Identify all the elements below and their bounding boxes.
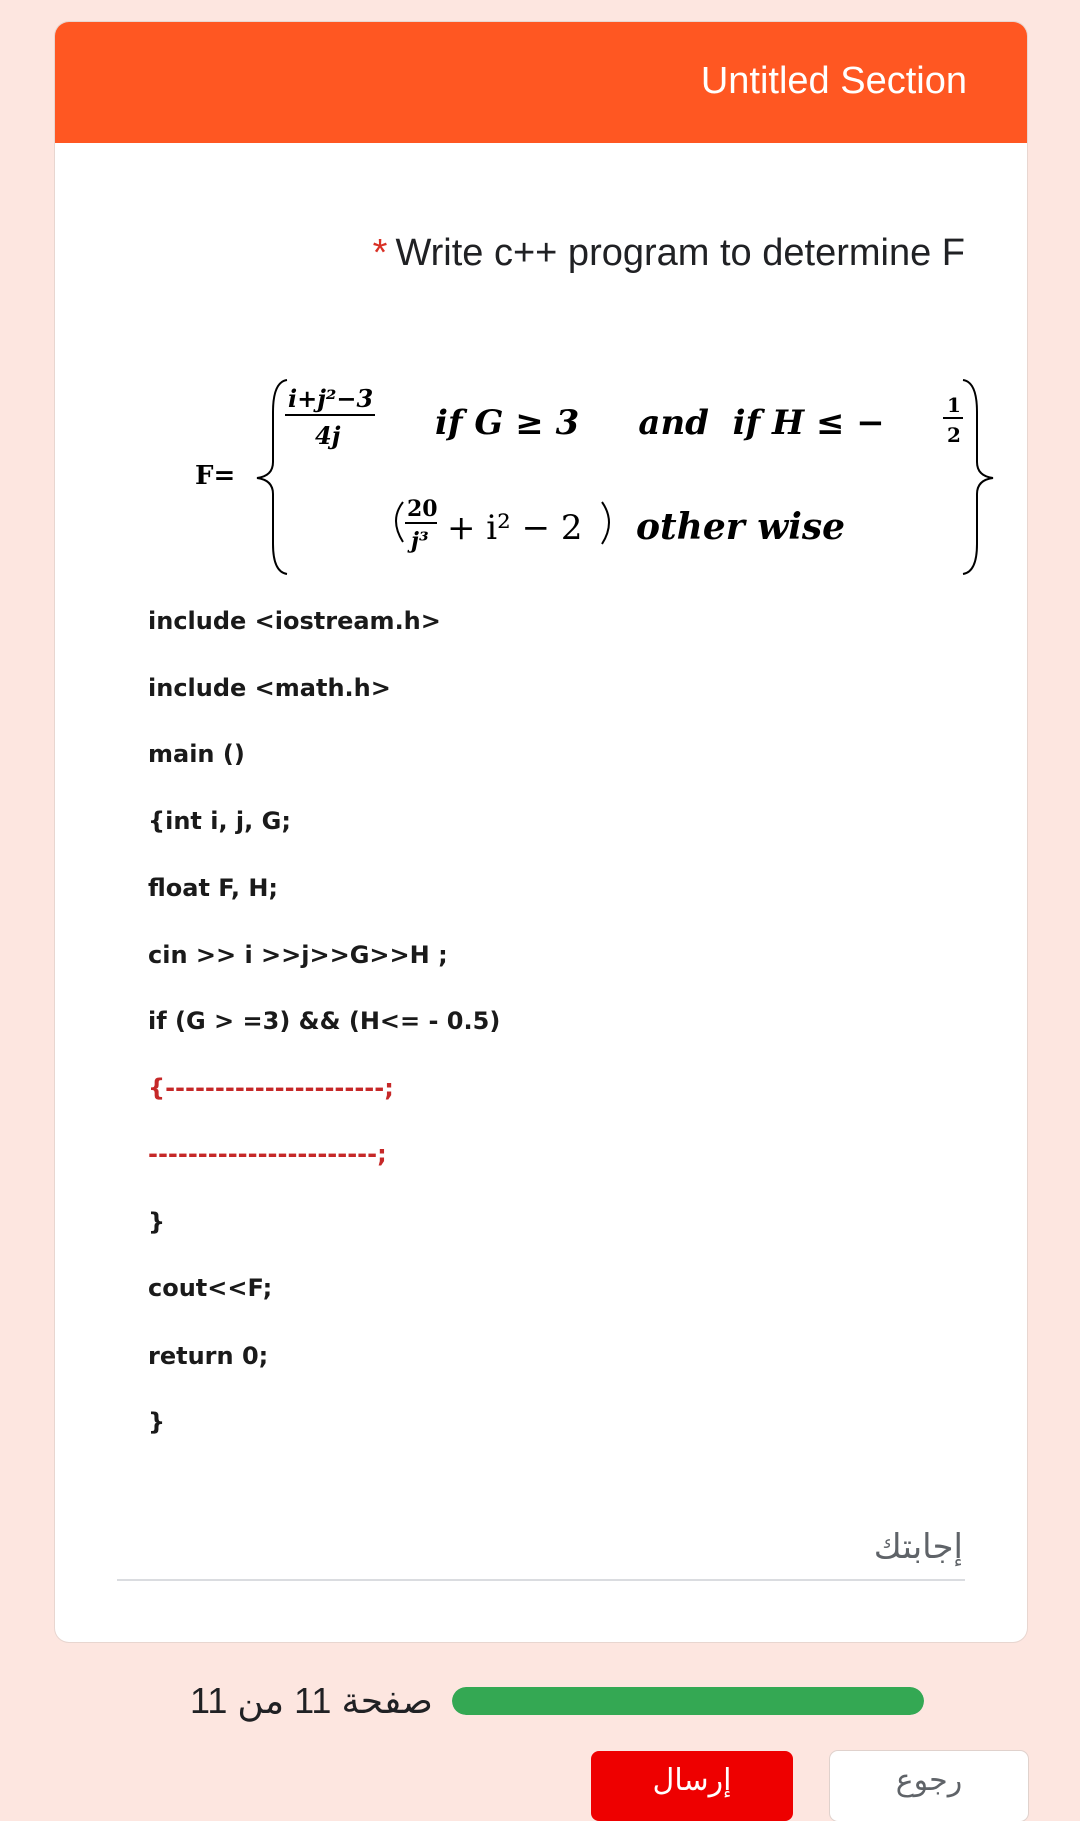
case1-half-numerator: 1 [947, 393, 961, 417]
case1-condition: if G ≥ 3 and if H ≤ − [435, 403, 885, 443]
case1-half-denominator: 2 [947, 423, 961, 447]
progress-fill [452, 1687, 924, 1715]
case2-left-paren [396, 502, 403, 542]
code-line: } [148, 1208, 166, 1236]
case2-condition: other wise [636, 506, 846, 548]
blank-line: -----------------------; [148, 1140, 387, 1168]
question-card [55, 22, 1027, 1642]
required-asterisk: * [372, 232, 388, 274]
question-text: Write c++ program to determine F [395, 232, 965, 274]
code-line: cout<<F; [148, 1274, 273, 1302]
code-line: if (G > =3) && (H<= - 0.5) [148, 1007, 501, 1035]
case2-frac-numerator: 20 [407, 496, 438, 522]
code-line: cin >> i >>j>>G>>H ; [148, 941, 448, 969]
case2-rest: + i² − 2 [447, 508, 583, 548]
code-line: } [148, 1408, 166, 1436]
code-line: include <math.h> [148, 674, 391, 702]
section-title: Untitled Section [700, 60, 967, 102]
code-line: float F, H; [148, 874, 278, 902]
code-line: return 0; [148, 1342, 269, 1370]
page-indicator: صفحة 11 من 11 [190, 1680, 433, 1721]
back-button[interactable]: رجوع [830, 1751, 1028, 1821]
blank-line: {----------------------; [148, 1074, 394, 1102]
code-line: main () [148, 740, 245, 768]
submit-button[interactable]: إرسال [591, 1751, 793, 1821]
section-header [55, 22, 1027, 143]
answer-underline [117, 1579, 965, 1581]
code-line: include <iostream.h> [148, 607, 441, 635]
answer-input[interactable]: إجابتك [873, 1528, 963, 1566]
case2-frac-denominator: j³ [411, 528, 429, 554]
question-title [373, 232, 965, 275]
left-brace [257, 380, 287, 574]
formula-image [145, 372, 1005, 582]
case1-numerator: i+j²−3 [288, 384, 374, 413]
code-line: {int i, j, G; [148, 807, 291, 835]
case2-right-paren [602, 502, 609, 544]
case1-denominator: 4j [315, 421, 341, 450]
formula-lhs: F= [195, 461, 236, 491]
progress-bar [452, 1687, 924, 1715]
right-brace [963, 380, 993, 574]
